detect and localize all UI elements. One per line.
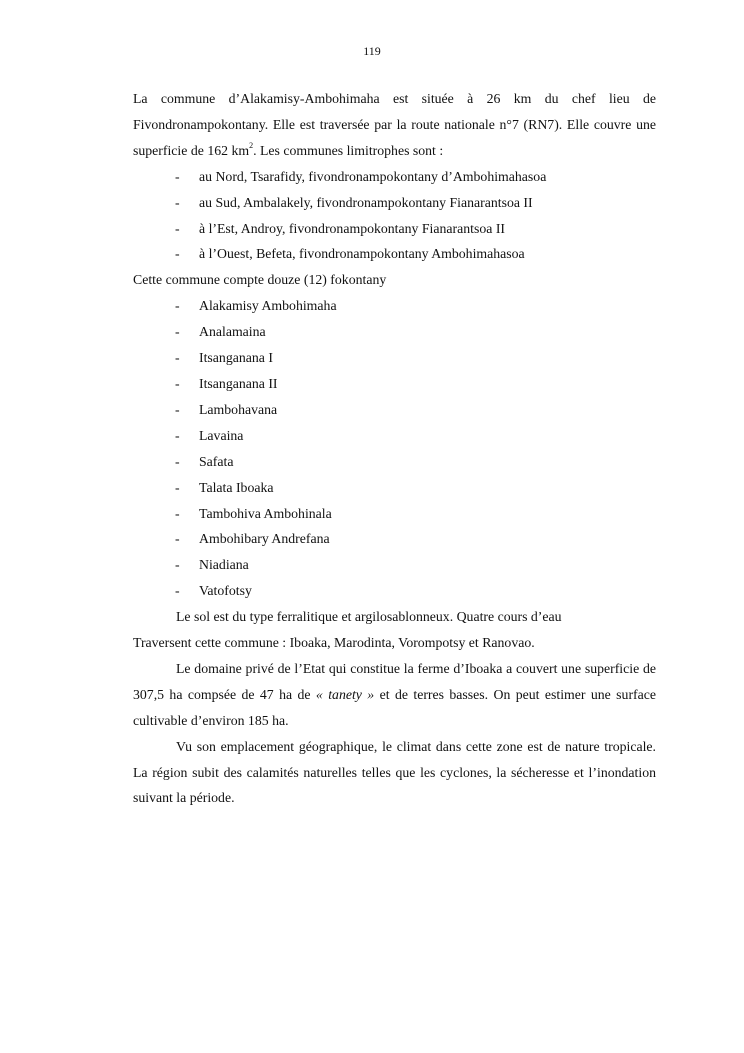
- soil-paragraph-line2: Traversent cette commune : Iboaka, Marodinta, Vorompotsy et Ranovao.: [133, 635, 535, 651]
- fokontany-item: [133, 526, 656, 552]
- neighbor-item: [133, 190, 656, 216]
- dash-bullet: -: [175, 583, 180, 599]
- fokontany-item: [133, 397, 656, 423]
- intro-text: La commune d’Alakamisy-Ambohimaha est située à 26 km du chef lieu de Fivondronampokontany. Elle est traversée par la route nationale n°7 (RN7). Elle couvre une superficie de 162 km: [133, 91, 656, 158]
- fokontany-item-text: Lambohavana: [199, 401, 278, 417]
- fokontany-item-text: Tambohiva Ambohinala: [199, 505, 332, 521]
- fokontany-item-text: Vatofotsy: [199, 583, 252, 599]
- neighbor-item-text: à l’Est, Androy, fivondronampokontany Fianarantsoa II: [199, 220, 506, 236]
- neighbor-item-text: au Nord, Tsarafidy, fivondronampokontany d’Ambohimahasoa: [199, 168, 547, 184]
- state-domain-text-end: et de terres basses. On peut estimer une surface cultivable d’environ 185 ha.: [133, 686, 657, 728]
- fokontany-item-text: Ambohibary Andrefana: [199, 531, 330, 547]
- dash-bullet: -: [175, 375, 180, 391]
- area-superscript: 2: [249, 141, 254, 151]
- fokontany-item-text: Niadiana: [199, 557, 249, 573]
- fokontany-item-text: Lavaina: [199, 427, 244, 443]
- dash-bullet: -: [175, 401, 180, 417]
- dash-bullet: -: [175, 557, 180, 573]
- dash-bullet: -: [175, 505, 180, 521]
- neighbor-item: [133, 241, 656, 267]
- fokontany-item: [133, 423, 656, 449]
- soil-paragraph-line1: Le sol est du type ferralitique et argilosablonneux. Quatre cours d’eau: [176, 609, 562, 625]
- dash-bullet: -: [175, 427, 180, 443]
- tanety-term: « tanety »: [315, 686, 375, 702]
- dash-bullet: -: [175, 298, 180, 314]
- page-number: 119: [363, 44, 381, 58]
- dash-bullet: -: [175, 324, 180, 340]
- intro-paragraph: [133, 86, 656, 164]
- fokontany-item: [133, 475, 656, 501]
- neighbor-item: [133, 216, 656, 242]
- climate-paragraph: Vu son emplacement géographique, le climat dans cette zone est de nature tropicale. La région subit des calamités naturelles telles que les cyclones, la sécheresse et l’inondation suivant la période.: [133, 738, 656, 806]
- dash-bullet: -: [175, 531, 180, 547]
- fokontany-item: [133, 578, 656, 604]
- fokontany-item: [133, 371, 656, 397]
- fokontany-item: [133, 449, 656, 475]
- fokontany-item-text: Itsanganana I: [199, 350, 273, 366]
- neighbor-item: [133, 164, 656, 190]
- fokontany-item: [133, 319, 656, 345]
- dash-bullet: -: [175, 194, 180, 210]
- fokontany-item-text: Talata Iboaka: [199, 479, 274, 495]
- dash-bullet: -: [175, 246, 180, 262]
- neighbor-item-text: au Sud, Ambalakely, fivondronampokontany Fianarantsoa II: [199, 194, 533, 210]
- fokontany-item-text: Alakamisy Ambohimaha: [199, 298, 337, 314]
- fokontany-item-text: Safata: [199, 453, 234, 469]
- fokontany-item: [133, 345, 656, 371]
- dash-bullet: -: [175, 168, 180, 184]
- state-domain-text: Le domaine privé de l’Etat qui constitue la ferme d’Iboaka a couvert une superficie de 307,5 ha compsée de 47 ha de: [133, 660, 656, 702]
- dash-bullet: -: [175, 350, 180, 366]
- fokontany-item-text: Analamaina: [199, 324, 266, 340]
- fokontany-item: [133, 552, 656, 578]
- intro-text-end: . Les communes limitrophes sont :: [253, 142, 444, 158]
- neighboring-communes-list: [133, 164, 656, 268]
- fokontany-item: [133, 293, 656, 319]
- dash-bullet: -: [175, 453, 180, 469]
- fokontany-list: [133, 293, 656, 604]
- fokontany-item: [133, 501, 656, 527]
- fokontany-intro: Cette commune compte douze (12) fokontany: [133, 272, 387, 288]
- dash-bullet: -: [175, 220, 180, 236]
- dash-bullet: -: [175, 479, 180, 495]
- fokontany-item-text: Itsanganana II: [199, 375, 278, 391]
- document-body: [133, 86, 656, 811]
- neighbor-item-text: à l’Ouest, Befeta, fivondronampokontany Ambohimahasoa: [199, 246, 525, 262]
- state-domain-paragraph: [133, 656, 656, 734]
